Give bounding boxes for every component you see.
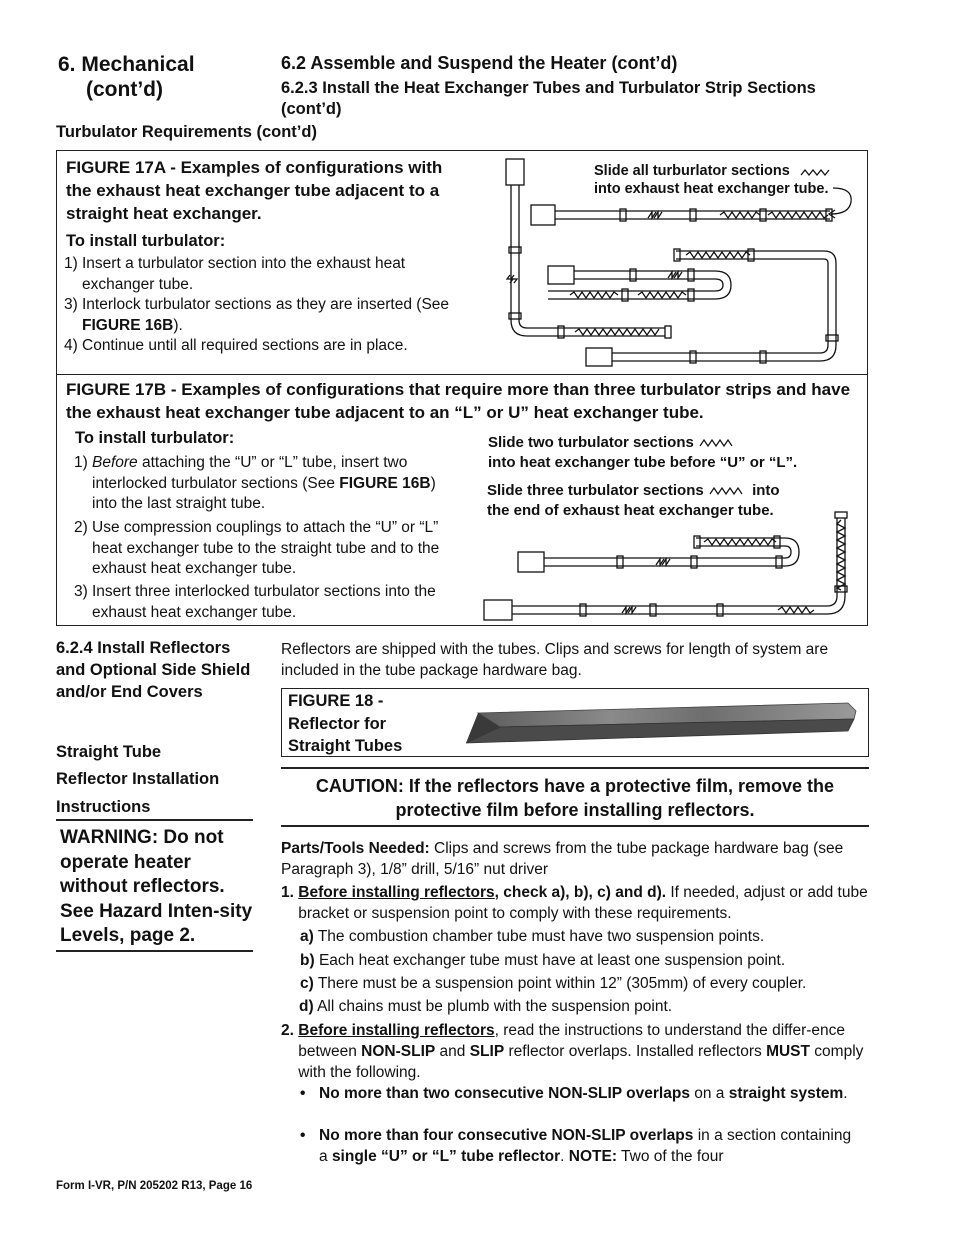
section-title-line1: 6. Mechanical — [58, 53, 195, 76]
figure-18-label — [288, 690, 438, 758]
parts-label: Parts/Tools Needed: — [281, 840, 430, 857]
figure-18-line3: Straight Tubes — [288, 737, 403, 755]
step-text: Continue until all required sections are in place. — [82, 337, 408, 354]
caution-top-rule — [281, 767, 869, 769]
item-2 — [281, 1020, 873, 1083]
turbulator-strip — [837, 520, 845, 590]
sub-key: b) — [300, 952, 315, 969]
figure-17a-to-install: To install turbulator: — [66, 232, 226, 250]
item-1 — [281, 882, 873, 924]
section-title — [58, 52, 258, 102]
figure-17b-to-install: To install turbulator: — [75, 429, 235, 447]
step-number: 3) — [74, 583, 88, 600]
non-slip-term: NON-SLIP — [361, 1043, 436, 1060]
bullet-text: in a section containing a — [319, 1127, 852, 1165]
label-line1: Slide three turbulator sections — [487, 482, 704, 499]
section-624-title: 6.2.4 Install Reflectors and Optional Side Shield and/or End Covers — [56, 639, 251, 701]
parts-tools — [281, 838, 873, 880]
figure-17a-diagram — [490, 155, 860, 370]
item-number: 2. — [281, 1022, 294, 1039]
turbulator-strip — [575, 329, 659, 335]
label-line2: the end of exhaust heat exchanger tube. — [487, 502, 774, 519]
bullet-1 — [300, 1083, 870, 1104]
step-number: 1) — [64, 255, 78, 272]
figure-17a-step-1 — [64, 254, 464, 295]
straight-tube-heading: Straight Tube — [56, 743, 162, 761]
item-underline: Before installing reflectors — [298, 1022, 495, 1039]
reflector-image — [460, 697, 860, 752]
bullet-text: on a — [689, 1085, 729, 1102]
warning-text: WARNING: Do not operate heater without reflectors. See Hazard Inten-sity Levels, page 2. — [60, 827, 253, 946]
step-text: Insert a turbulator section into the exhaust heat exchanger tube. — [82, 255, 406, 293]
step-text-end: ) into the last straight tube. — [92, 474, 436, 512]
step-number: 4) — [64, 337, 78, 354]
bullet-icon: • — [300, 1127, 306, 1144]
figure-17a-step-4 — [64, 336, 464, 357]
item-1c — [300, 973, 870, 994]
heading-main: 6.2 Assemble and Suspend the Heater (cont’d) — [281, 53, 678, 73]
warning-top-rule — [56, 819, 253, 821]
label-line2: into heat exchanger tube before “U” or “L”. — [488, 454, 798, 471]
sub-text: The combustion chamber tube must have two suspension points. — [313, 928, 765, 945]
item-1a — [300, 926, 870, 947]
figure-18-line2: Reflector for — [288, 714, 387, 733]
item-text-4: comply with the following. — [298, 1043, 864, 1081]
figure-reference-num: 16B — [402, 474, 431, 492]
slip-term: SLIP — [469, 1043, 505, 1060]
bullet-bold-2: straight system — [728, 1085, 844, 1102]
step-text: Interlock turbulator sections as they are inserted (See — [82, 296, 450, 313]
sub-text: There must be a suspension point within 12” (305mm) of every coupler. — [313, 975, 807, 992]
step-text: attaching the “U” or “L” tube, insert two interlocked turbulator sections (See — [92, 454, 408, 492]
label-line1: Slide all turburlator sections — [594, 163, 790, 179]
figure-17a-step-3 — [64, 295, 464, 336]
step-number: 3) — [64, 296, 78, 313]
figure-17b-label-1 — [488, 433, 797, 473]
bullet-bold-2: single “U” or “L” tube reflector — [331, 1148, 561, 1165]
parts-text: Clips and screws from the tube package hardware bag (see Paragraph 3), 1/8” drill, 5/16” nut driver — [281, 840, 844, 878]
figure-17b-step-3 — [74, 582, 464, 623]
step-italic: Before — [92, 454, 138, 471]
warning-bottom-rule — [56, 950, 253, 952]
label-line2: into exhaust heat exchanger tube. — [594, 181, 829, 197]
bullet-bold: No more than two consecutive NON-SLIP overlaps — [319, 1085, 690, 1102]
label-line1: Slide two turbulator sections — [488, 434, 694, 451]
page-footer: Form I-VR, P/N 205202 R13, Page 16 — [56, 1180, 253, 1192]
figure-18-line1: FIGURE 18 - — [288, 692, 384, 710]
bullet-2 — [300, 1125, 870, 1167]
figure-divider — [56, 374, 868, 375]
note-label: NOTE: — [568, 1148, 618, 1165]
item-text-2: and — [435, 1043, 470, 1060]
section-title-line2: (cont’d) — [86, 78, 163, 101]
figure-17b-title: FIGURE 17B - Examples of configurations that require more than three turbulator strips and have the exhaust heat exchanger tube adjacent to an “L” or U” heat exchanger tube. — [66, 380, 851, 422]
item-bold: , check a), b), c) and d). — [494, 884, 667, 901]
heading-sub: 6.2.3 Install the Heat Exchanger Tubes and Turbulator Strip Sections (cont’d) — [281, 79, 816, 118]
figure-17b-step-2 — [74, 518, 464, 580]
reflector-installation-heading: Reflector Installation — [56, 770, 220, 788]
figure-17a-title: FIGURE 17A - Examples of configurations with the exhaust heat exchanger tube adjacent to a straight heat exchanger. — [66, 158, 443, 223]
figure-17b-diagram — [480, 508, 855, 623]
bullet-icon: • — [300, 1085, 306, 1102]
step-text: Use compression couplings to attach the “U” or “L” heat exchanger tube to the straight tube and to the exhaust heat exchanger tube. — [92, 519, 440, 577]
step-number: 2) — [74, 519, 88, 536]
instructions-heading: Instructions — [56, 798, 151, 816]
item-number: 1. — [281, 884, 294, 901]
step-text-end: ). — [173, 316, 183, 334]
sub-text: Each heat exchanger tube must have at least one suspension point. — [314, 952, 786, 969]
caution-bottom-rule — [281, 825, 869, 827]
zigzag-icon — [801, 170, 829, 175]
item-text-1: , read the instructions to understand the differ-ence between — [298, 1022, 846, 1060]
reflectors-paragraph: Reflectors are shipped with the tubes. Clips and screws for length of system are included in the tube package hardware bag. — [281, 641, 829, 679]
step-text: Insert three interlocked turbulator sections into the exhaust heat exchanger tube. — [92, 583, 436, 621]
label-line1-end: into — [752, 482, 780, 499]
must-term: MUST — [766, 1043, 810, 1060]
figure-17b-step-1 — [74, 453, 464, 515]
item-text: If needed, adjust or add tube bracket or suspension point to comply with these requirements. — [298, 884, 868, 922]
bullet-text-2: . — [843, 1085, 848, 1102]
zigzag-icon — [698, 438, 738, 448]
item-1d — [299, 996, 869, 1017]
zigzag-icon — [708, 486, 748, 496]
item-underline: Before installing reflectors — [298, 884, 495, 901]
item-1b — [300, 950, 870, 971]
bullet-text-2: . — [560, 1148, 569, 1165]
item-text-3: reflector overlaps. Installed reflectors — [504, 1043, 767, 1060]
step-number: 1) — [74, 454, 88, 471]
sub-key: c) — [300, 975, 314, 992]
figure-reference: FIGURE — [339, 474, 398, 492]
sub-key: d) — [299, 998, 314, 1015]
bullet-text-3: Two of the four — [617, 1148, 724, 1165]
sub-key: a) — [300, 928, 314, 945]
sub-text: All chains must be plumb with the suspension point. — [313, 998, 673, 1015]
caution-text: CAUTION: If the reflectors have a protective film, remove the protective film before installing reflectors. — [315, 776, 835, 820]
turbulator-requirements-heading: Turbulator Requirements (cont’d) — [56, 123, 317, 141]
figure-reference: FIGURE 16B — [82, 316, 174, 334]
bullet-bold: No more than four consecutive NON-SLIP overlaps — [319, 1127, 694, 1144]
